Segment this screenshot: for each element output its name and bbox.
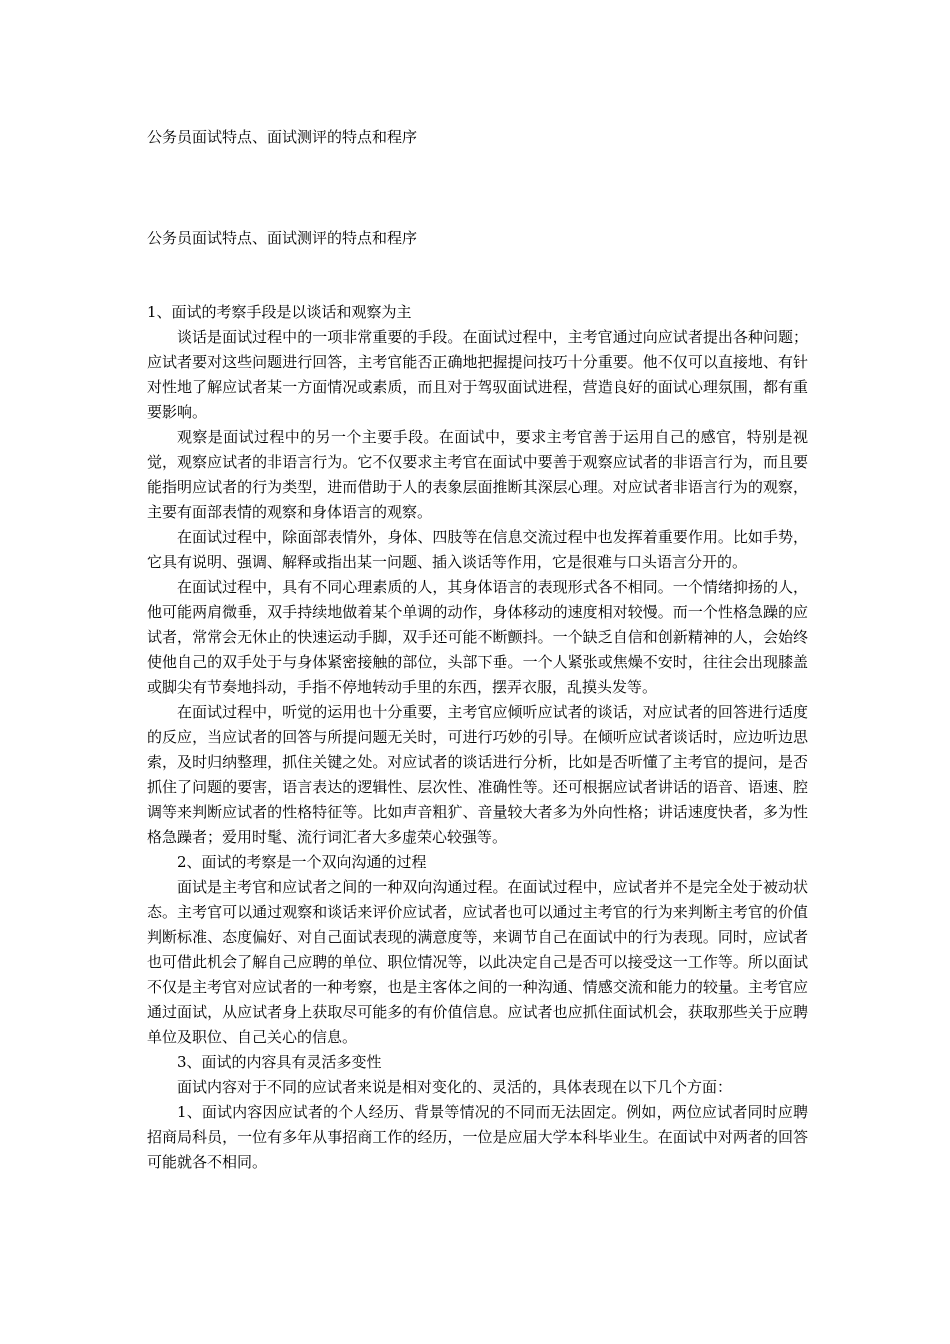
section-heading-3: 3、面试的内容具有灵活多变性: [177, 1053, 382, 1071]
body-paragraph: 1、面试内容因应试者的个人经历、背景等情况的不同而无法固定。例如，两位应试者同时应聘招商局科员，一位有多年从事招商工作的经历，一位是应届大学本科毕业生。在面试中对两者的回答可能就各不相同。: [147, 1103, 808, 1171]
body-paragraph: 面试内容对于不同的应试者来说是相对变化的、灵活的，具体表现在以下几个方面：: [177, 1078, 733, 1096]
document-subtitle: 公务员面试特点、面试测评的特点和程序: [147, 229, 418, 247]
section-heading-1: 1、面试的考察手段是以谈话和观察为主: [147, 303, 412, 321]
body-paragraph: 在面试过程中，除面部表情外，身体、四肢等在信息交流过程中也发挥着重要作用。比如手势，它具有说明、强调、解释或指出某一问题、插入谈话等作用，它是很难与口头语言分开的。: [147, 528, 808, 571]
body-paragraph: 在面试过程中，听觉的运用也十分重要，主考官应倾听应试者的谈话，对应试者的回答进行适度的反应，当应试者的回答与所提问题无关时，可进行巧妙的引导。在倾听应试者谈话时，应边听边思索，及时归纳整理，抓住关键之处。对应试者的谈话进行分析，比如是否听懂了主考官的提问，是否抓住了问题的要害，语言表达的逻辑性、层次性、准确性等。还可根据应试者讲话的语音、语速、腔调等来判断应试者的性格特征等。比如声音粗犷、音量较大者多为外向性格；讲话速度快者，多为性格急躁者；爱用时髦、流行词汇者大多虚荣心较强等。: [147, 703, 808, 846]
section-heading-2: 2、面试的考察是一个双向沟通的过程: [177, 853, 427, 871]
body-paragraph: 在面试过程中，具有不同心理素质的人，其身体语言的表现形式各不相同。一个情绪抑扬的人，他可能两肩微垂，双手持续地做着某个单调的动作，身体移动的速度相对较慢。而一个性格急躁的应试者，常常会无休止的快速运动手脚，双手还可能不断颤抖。一个缺乏自信和创新精神的人，会始终使他自己的双手处于与身体紧密接触的部位，头部下垂。一个人紧张或焦燥不安时，往往会出现膝盖或脚尖有节奏地抖动，手指不停地转动手里的东西，摆弄衣服，乱摸头发等。: [147, 578, 808, 696]
body-paragraph: 面试是主考官和应试者之间的一种双向沟通过程。在面试过程中，应试者并不是完全处于被动状态。主考官可以通过观察和谈话来评价应试者，应试者也可以通过主考官的行为来判断主考官的价值判断标准、态度偏好、对自己面试表现的满意度等，来调节自己在面试中的行为表现。同时，应试者也可借此机会了解自己应聘的单位、职位情况等，以此决定自己是否可以接受这一工作等。所以面试不仅是主考官对应试者的一种考察，也是主客体之间的一种沟通、情感交流和能力的较量。主考官应通过面试，从应试者身上获取尽可能多的有价值信息。应试者也应抓住面试机会，获取那些关于应聘单位及职位、自己关心的信息。: [147, 878, 808, 1046]
document-body: [147, 300, 808, 1175]
document-title: 公务员面试特点、面试测评的特点和程序: [147, 128, 418, 146]
body-paragraph: 谈话是面试过程中的一项非常重要的手段。在面试过程中，主考官通过向应试者提出各种问题；应试者要对这些问题进行回答，主考官能否正确地把握提问技巧十分重要。他不仅可以直接地、有针对性地了解应试者某一方面情况或素质，而且对于驾驭面试进程，营造良好的面试心理氛围，都有重要影响。: [147, 328, 808, 421]
body-paragraph: 观察是面试过程中的另一个主要手段。在面试中，要求主考官善于运用自己的感官，特别是视觉，观察应试者的非语言行为。它不仅要求主考官在面试中要善于观察应试者的非语言行为，而且要能指明应试者的行为类型，进而借助于人的表象层面推断其深层心理。对应试者非语言行为的观察，主要有面部表情的观察和身体语言的观察。: [147, 428, 808, 521]
